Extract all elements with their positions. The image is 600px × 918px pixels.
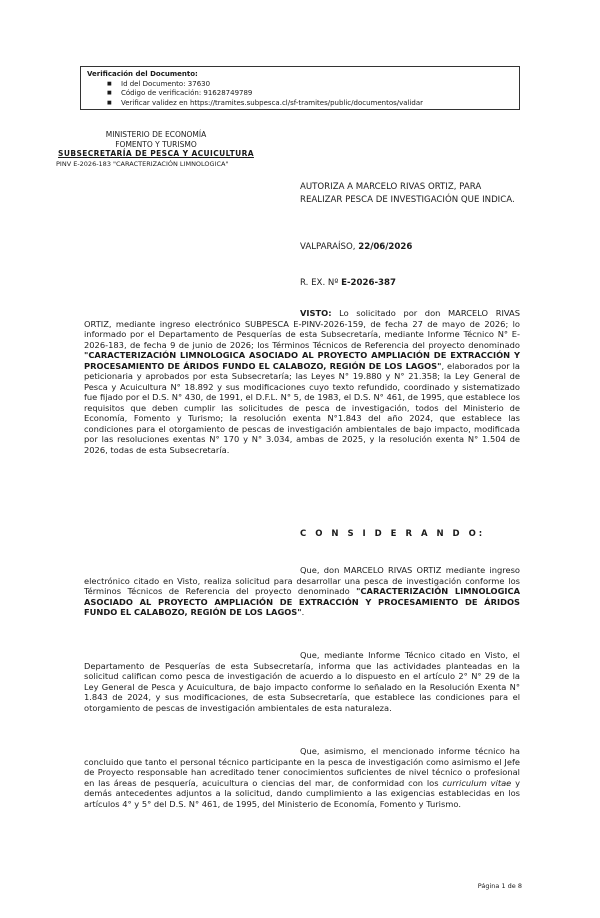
visto-label: VISTO: [300, 308, 332, 318]
considerando-2: Que, mediante Informe Técnico citado en Visto, el Departamento de Pesquerías de esta Subsecretaría, informa que las actividades planteadas en la solicitud califican como pesca de investigación de acuerdo a lo dispuesto en el artículo 2° N° 29 de la Ley General de Pesca y Acuicultura, de bajo impacto conforme lo señalado en la Resolución Exenta N° 1.843 de 2024, y sus modificaciones, de esta Subsecretaría, que establece las condiciones para el otorgamiento de pescas de investigación ambientales de esta naturaleza. [84, 650, 520, 713]
resolution-code: E-2026-387 [341, 278, 396, 288]
considerando-1 [84, 565, 520, 618]
reference-code: PINV E-2026-183 "CARACTERIZACIÓN LIMNOLOGICA" [56, 160, 229, 168]
verification-box [80, 66, 520, 110]
considerando-title: C O N S I D E R A N D O: [300, 529, 486, 539]
place-date [300, 242, 412, 253]
verification-item-id: ■ Id del Documento: 37630 [121, 80, 513, 90]
verification-list [87, 80, 513, 109]
visto-text-1: Lo solicitado por don MARCELO RIVAS ORTIZ, mediante ingreso electrónico SUBPESCA E-PINV-2026-159, de fecha 27 de mayo de 2026; lo informado por el Departamento de Pesquerías de esta Subsecretaría, mediante Informe Técnico N° E-2026-183, de fecha 9 de junio de 2026; los Términos Técnicos de Referencia del proyecto denominado [84, 308, 520, 350]
date: 22/06/2026 [358, 242, 413, 252]
verification-item-url: ■ Verificar validez en https://tramites.subpesca.cl/sf-tramites/public/documentos/validar [121, 99, 513, 109]
considerando-1-project: "CARACTERIZACIÓN LIMNOLOGICA ASOCIADO AL PROYECTO AMPLIACIÓN DE EXTRACCIÓN Y PROCESAMIENTO DE ÁRIDOS FUNDO EL CALABOZO, REGIÓN DE LOS LAGOS" [84, 586, 520, 617]
considerando-1-text: Que, don MARCELO RIVAS ORTIZ mediante ingreso electrónico citado en Visto, realiza solicitud para desarrollar una pesca de investigación conforme los Términos Técnicos de Referencia del proyecto denominado [84, 565, 520, 596]
visto-text-2: , elaborados por la peticionaria y aprobados por esta Subsecretaría; las Leyes N° 19.880 y N° 21.358; la Ley General de Pesca y Acuicultura N° 18.892 y sus modificaciones cuyo texto refundido, coordinado y sistematizado fue fijado por el D.S. N° 430, de 1991, el D.F.L. N° 5, de 1983, el D.S. N° 461, de 1995, que establece los requisitos que deben cumplir las solicitudes de pesca de investigación, todos del Ministerio de Economía, Fomento y Turismo; la resolución exenta N°1.843 del año 2024, que establece las condiciones para el otorgamiento de pescas de investigación ambientales de bajo impacto, modificada por las resoluciones exentas N° 170 y N° 3.034, ambas de 2025, y la resolución exenta N° 1.504 de 2026, todas de esta Subsecretaría. [84, 360, 520, 455]
subsecretaria-name: SUBSECRETARÍA DE PESCA Y ACUICULTURA [58, 149, 254, 158]
considerando-3-text-1: Que, asimismo, el mencionado informe técnico ha concluido que tanto el personal técnico participante en la pesca de investigación como asimismo el Jefe de Proyecto responsable han acreditado tener conocimientos suficientes de nivel técnico o profesional en las áreas de pesquería, acuicultura o ciencias del mar, de conformidad con los [84, 746, 520, 788]
ministry-line1: MINISTERIO DE ECONOMÍA [105, 130, 207, 139]
considerando-3-text-2: y demás antecedentes adjuntos a la solicitud, dando cumplimiento a las exigencias establecidas en los artículos 4° y 5° del D.S. N° 461, de 1995, del Ministerio de Economía, Fomento y Turismo. [84, 777, 520, 809]
considerando-1-end: . [301, 607, 305, 617]
page-number: Página 1 de 8 [477, 882, 522, 890]
document-summary: AUTORIZA A MARCELO RIVAS ORTIZ, PARA REALIZAR PESCA DE INVESTIGACIÓN QUE INDICA. [300, 182, 515, 205]
considerando-3 [84, 746, 520, 809]
verification-item-code: ■ Código de verificación: 91628749789 [121, 89, 513, 99]
resolution-prefix: R. EX. Nº [300, 278, 342, 288]
ministry-header [56, 130, 256, 159]
visto-paragraph [84, 308, 520, 455]
visto-project-name: "CARACTERIZACIÓN LIMNOLOGICA ASOCIADO AL PROYECTO AMPLIACIÓN DE EXTRACCIÓN Y PROCESAMIENTO DE ÁRIDOS FUNDO EL CALABOZO, REGIÓN DE LOS LAGOS" [84, 350, 520, 371]
verification-title: Verificación del Documento: [87, 70, 198, 78]
ministry-line2: FOMENTO Y TURISMO [115, 139, 197, 149]
place: VALPARAÍSO, [300, 242, 359, 252]
resolution-number [300, 278, 396, 289]
considerando-3-italic: curriculum vitae [442, 777, 512, 788]
